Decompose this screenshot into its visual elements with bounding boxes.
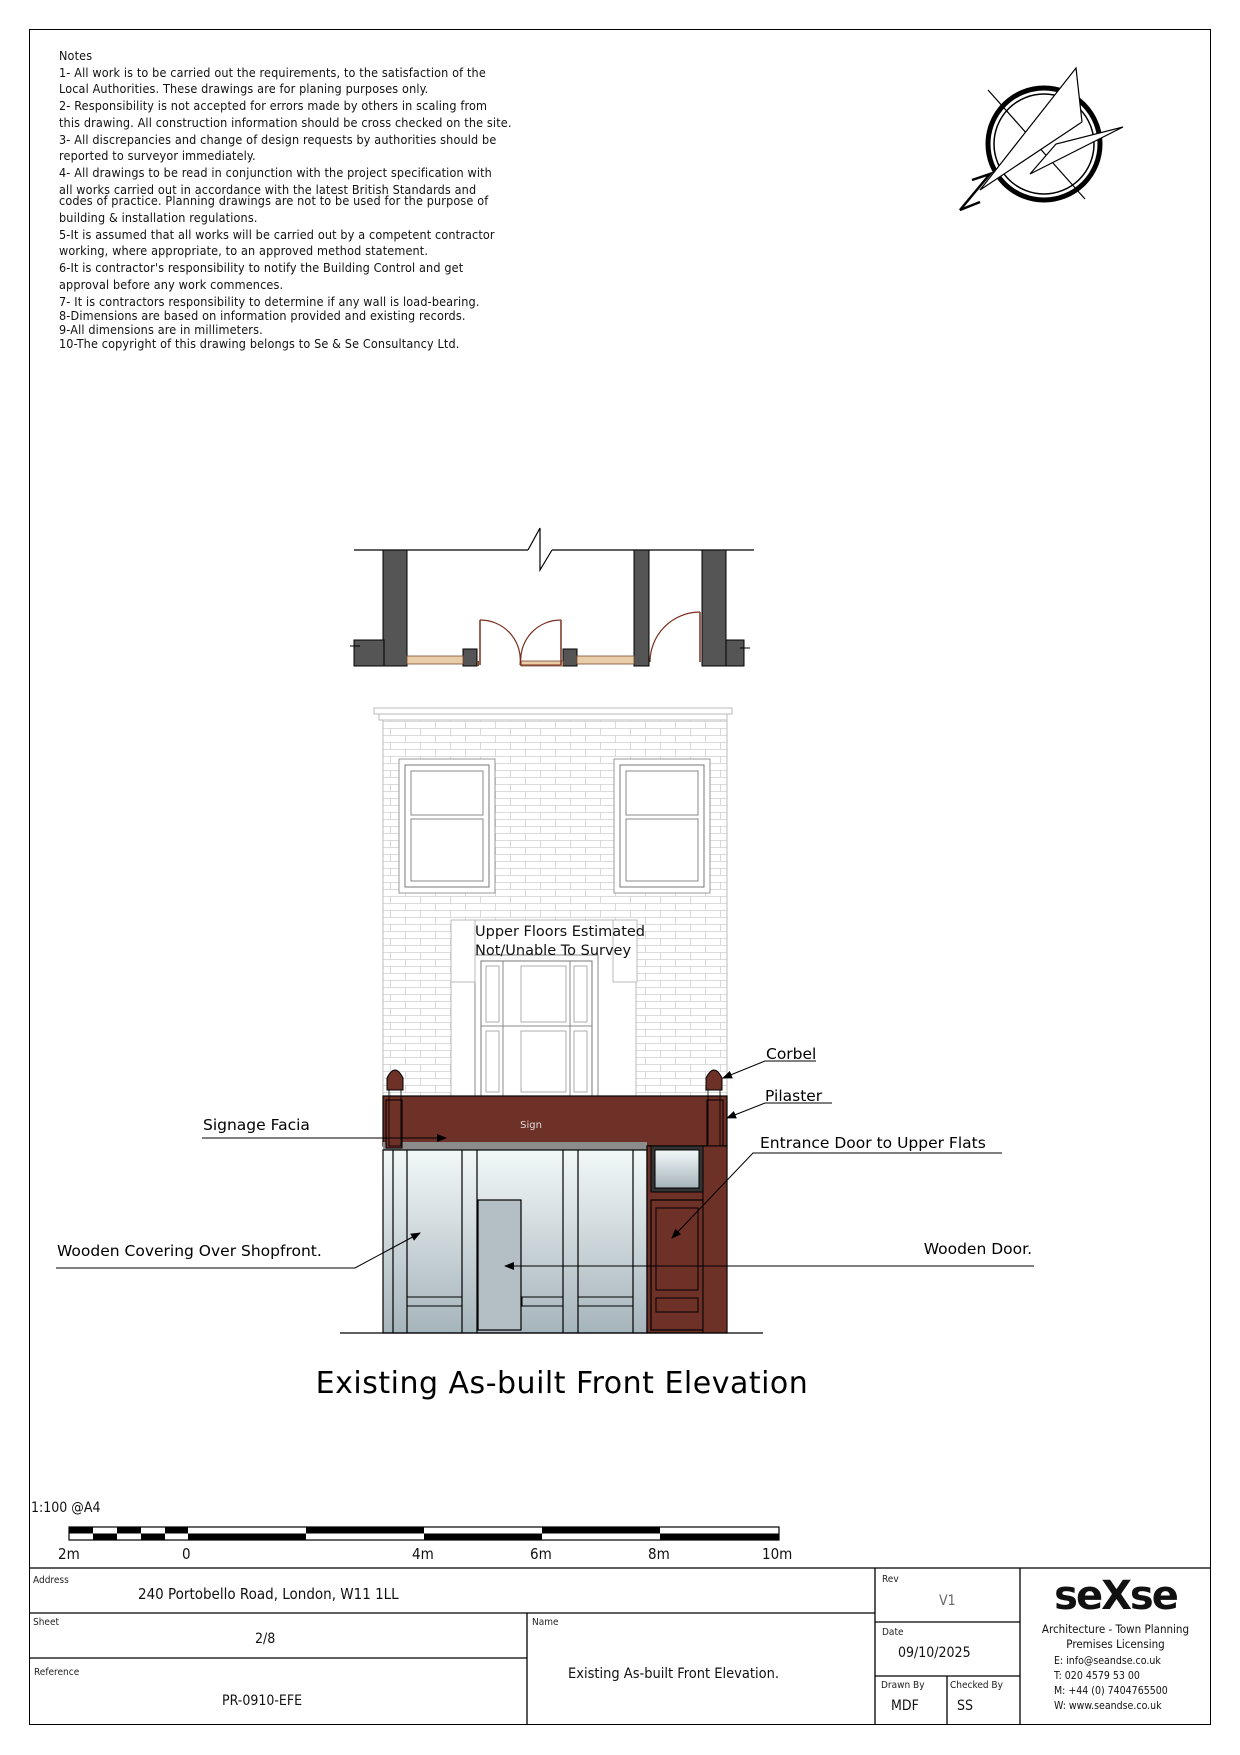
company-web: W: www.seandse.co.uk [1054, 1700, 1162, 1712]
label-wooden-covering: Wooden Covering Over Shopfront. [57, 1242, 322, 1260]
floor-plan [350, 528, 754, 666]
company-mobile: M: +44 (0) 7404765500 [1054, 1685, 1168, 1697]
label-entrance-door: Entrance Door to Upper Flats [760, 1134, 986, 1152]
name-label: Name [532, 1617, 559, 1628]
date-label: Date [882, 1627, 904, 1638]
note-line: 3- All discrepancies and change of design requests by authorities should be [59, 131, 497, 147]
note-line: 9-All dimensions are in millimeters. [59, 321, 263, 337]
scale-mark: 8m [648, 1545, 670, 1563]
notes-heading: Notes [59, 48, 93, 63]
note-line: building & installation regulations. [59, 210, 258, 226]
note-line: 1- All work is to be carried out the requirements, to the satisfaction of the [59, 64, 486, 80]
note-line: codes of practice. Planning drawings are not to be used for the purpose of [59, 193, 489, 209]
label-wooden-door: Wooden Door. [923, 1240, 1032, 1258]
rev-value: V1 [939, 1593, 956, 1609]
note-line: 2- Responsibility is not accepted for errors made by others in scaling from [59, 98, 488, 114]
label-pilaster: Pilaster [765, 1087, 823, 1105]
company-email: E: info@seandse.co.uk [1054, 1655, 1161, 1667]
note-line: this drawing. All construction information should be cross checked on the site. [59, 114, 512, 130]
label-signage-facia: Signage Facia [203, 1116, 310, 1134]
scale-mark: 6m [530, 1545, 552, 1563]
note-line: 4- All drawings to be read in conjunction with the project specification with [59, 164, 492, 180]
company-contacts [1054, 1654, 1168, 1714]
scale-mark: 2m [58, 1545, 80, 1563]
address-value: 240 Portobello Road, London, W11 1LL [138, 1585, 399, 1603]
sign-text: Sign [520, 1120, 542, 1131]
note-line: 10-The copyright of this drawing belongs to Se & Se Consultancy Ltd. [59, 335, 460, 351]
note-line: 6-It is contractor's responsibility to notify the Building Control and get [59, 260, 464, 276]
reference-label: Reference [34, 1667, 80, 1678]
rev-label: Rev [882, 1574, 899, 1585]
note-line: Local Authorities. These drawings are for planing purposes only. [59, 81, 429, 97]
checked-by-value: SS [957, 1698, 973, 1714]
name-value: Existing As-built Front Elevation. [568, 1666, 780, 1682]
scale-mark: 0 [182, 1545, 191, 1563]
date-value: 09/10/2025 [898, 1645, 971, 1661]
sheet-label: Sheet [33, 1617, 60, 1628]
front-elevation [340, 708, 763, 1333]
scale-mark: 4m [412, 1545, 434, 1563]
note-line: 8-Dimensions are based on information provided and existing records. [59, 307, 466, 323]
label-corbel: Corbel [766, 1045, 817, 1063]
drawn-by-label: Drawn By [881, 1680, 925, 1691]
scale-ratio: 1:100 @A4 [31, 1500, 101, 1516]
note-line: 5-It is assumed that all works will be carried out by a competent contractor [59, 226, 495, 242]
note-line: working, where appropriate, to an approved method statement. [59, 243, 429, 259]
scale-bar [69, 1527, 779, 1540]
note-line: approval before any work commences. [59, 276, 284, 292]
note-line: reported to surveyor immediately. [59, 148, 256, 164]
company-tel: T: 020 4579 53 00 [1054, 1670, 1140, 1682]
address-label: Address [33, 1575, 69, 1586]
scale-mark: 10m [762, 1545, 793, 1563]
drawing-title: Existing As-built Front Elevation [315, 1366, 809, 1401]
company-logo: seXse [1054, 1573, 1177, 1619]
sheet-value: 2/8 [255, 1631, 276, 1647]
upper-floors-note-2: Not/Unable To Survey [475, 943, 632, 959]
checked-by-label: Checked By [950, 1680, 1003, 1691]
company-tagline: Architecture - Town Planning Premises Licensing [1041, 1622, 1190, 1651]
note-line: all works carried out in accordance with the latest British Standards and [59, 181, 477, 197]
drawn-by-value: MDF [891, 1698, 919, 1714]
reference-value: PR-0910-EFE [222, 1693, 303, 1709]
note-line: 7- It is contractors responsibility to determine if any wall is load-bearing. [59, 293, 480, 309]
upper-floors-note: Upper Floors Estimated [475, 924, 645, 940]
